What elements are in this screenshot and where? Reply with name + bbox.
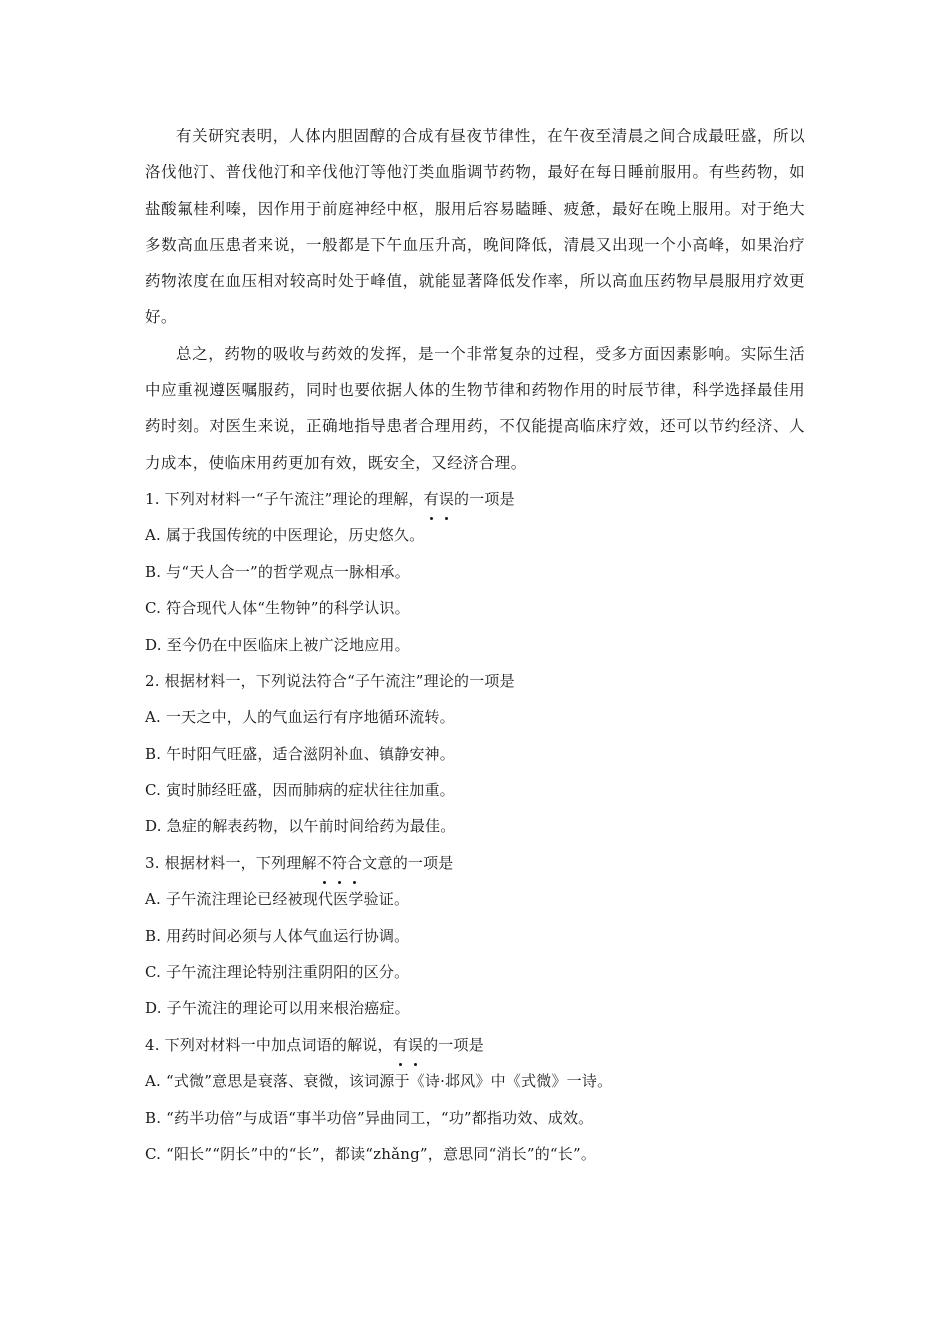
option-d: D. 子午流注的理论可以用来根治癌症。 — [145, 999, 410, 1018]
emphasis-char: 误 — [439, 481, 454, 517]
question-2 — [145, 663, 805, 845]
question-stem: 4. 下列对材料一中加点词语的解说，有误的一项是 — [145, 1027, 805, 1063]
question-3 — [145, 845, 805, 1027]
option-a: A. 子午流注理论已经被现代医学验证。 — [145, 890, 410, 909]
option-b: B. 与“天人合一”的哲学观点一脉相承。 — [145, 562, 410, 581]
emphasis-char: 符 — [332, 845, 347, 881]
emphasis-char: 合 — [347, 845, 362, 881]
question-stem: 3. 根据材料一，下列理解不符合文意的一项是 — [145, 845, 805, 881]
emphasis-char: 不 — [317, 845, 332, 881]
option-d: D. 急症的解表药物，以午前时间给药为最佳。 — [145, 817, 456, 836]
option-c: C. “阳长”“阴长”中的“长”，都读“zhǎng”，意思同“消长”的“长”。 — [145, 1145, 597, 1163]
emphasis-char: 有 — [393, 1027, 408, 1063]
option-b: B. 午时阳气旺盛，适合滋阴补血、镇静安神。 — [145, 744, 455, 763]
document-body — [145, 118, 805, 1172]
question-stem: 2. 根据材料一，下列说法符合“子午流注”理论的一项是 — [145, 671, 515, 690]
option-a: A. 属于我国传统的中医理论，历史悠久。 — [145, 526, 425, 545]
option-a: A. 一天之中，人的气血运行有序地循环流转。 — [145, 708, 455, 727]
question-1 — [145, 481, 805, 663]
paragraph-drug-timing: 有关研究表明，人体内胆固醇的合成有昼夜节律性，在午夜至清晨之间合成最旺盛，所以洛伐他汀、普伐他汀和辛伐他汀等他汀类血脂调节药物，最好在每日睡前服用。有些药物，如盐酸氟桂利嗪，因作用于前庭神经中枢，服用后容易瞌睡、疲惫，最好在晚上服用。对于绝大多数高血压患者来说，一般都是下午血压升高，晚间降低，清晨又出现一个小高峰，如果治疗药物浓度在血压相对较高时处于峰值，就能显著降低发作率，所以高血压药物早晨服用疗效更好。 — [145, 127, 805, 327]
paragraph-conclusion: 总之，药物的吸收与药效的发挥，是一个非常复杂的过程，受多方面因素影响。实际生活中应重视遵医嘱服药，同时也要依据人体的生物节律和药物作用的时辰节律，科学选择最佳用药时刻。对医生来说，正确地指导患者合理用药，不仅能提高临床疗效，还可以节约经济、人力成本，使临床用药更加有效，既安全，又经济合理。 — [145, 344, 805, 472]
option-c: C. 寅时肺经旺盛，因而肺病的症状往往加重。 — [145, 781, 455, 800]
emphasis-char: 误 — [408, 1027, 423, 1063]
option-c: C. 子午流注理论特别注重阴阳的区分。 — [145, 963, 410, 982]
option-c: C. 符合现代人体“生物钟”的科学认识。 — [145, 599, 410, 618]
option-a: A. “式微”意思是衰落、衰微，该词源于《诗·邶风》中《式微》一诗。 — [145, 1072, 613, 1091]
option-b: B. 用药时间必须与人体气血运行协调。 — [145, 926, 410, 945]
option-d: D. 至今仍在中医临床上被广泛地应用。 — [145, 635, 410, 654]
question-4 — [145, 1027, 805, 1173]
emphasis-char: 有 — [424, 481, 439, 517]
question-stem: 1. 下列对材料一“子午流注”理论的理解，有误的一项是 — [145, 481, 805, 517]
option-b: B. “药半功倍”与成语“事半功倍”异曲同工，“功”都指功效、成效。 — [145, 1108, 594, 1127]
